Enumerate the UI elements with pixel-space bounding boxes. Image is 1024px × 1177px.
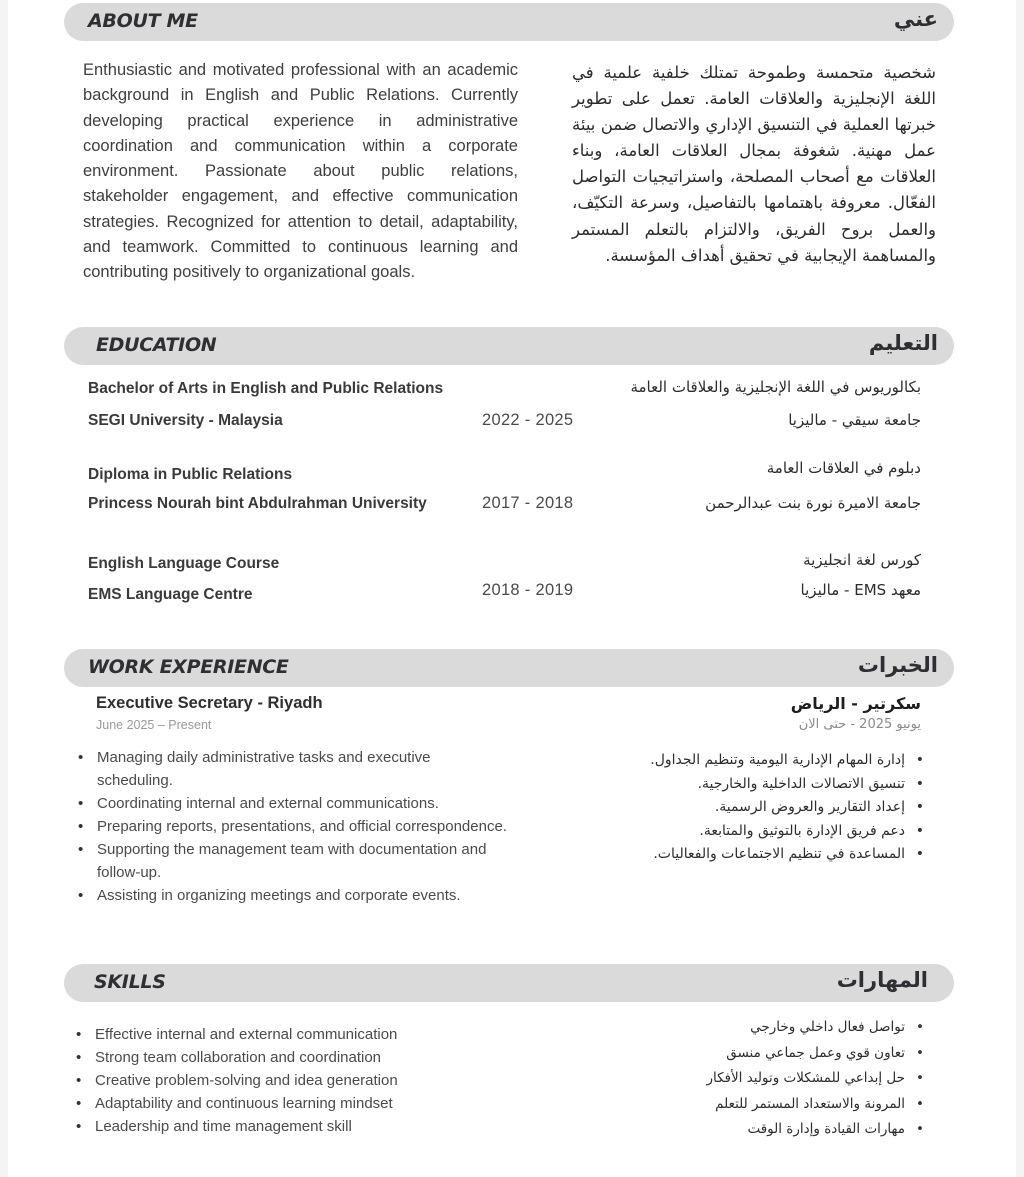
list-item: • Assisting in organizing meetings and corporate events.: [78, 884, 508, 907]
institution-ar: معهد EMS - ماليزيا: [800, 581, 921, 599]
duties-list-en: [78, 746, 508, 907]
list-item: • Strong team collaboration and coordination: [76, 1046, 506, 1069]
work-section-header: [64, 649, 954, 687]
list-item: • المساعدة في تنظيم الاجتماعات والفعاليات.: [604, 843, 924, 867]
list-item: • مهارات القيادة وإدارة الوقت: [604, 1117, 924, 1143]
institution-ar: جامعة الاميرة نورة بنت عبدالرحمن: [705, 494, 921, 512]
list-item: • حل إبداعي للمشكلات وتوليد الأفكار: [604, 1066, 924, 1092]
about-heading-ar: عني: [893, 7, 938, 31]
skills-list-ar: [604, 1015, 924, 1143]
list-item: • Effective internal and external communication: [76, 1023, 506, 1046]
education-dates: 2018 - 2019: [482, 581, 574, 599]
list-item: • تواصل فعال داخلي وخارجي: [604, 1015, 924, 1041]
education-dates: 2022 - 2025: [482, 411, 574, 429]
list-item: • Coordinating internal and external communications.: [78, 792, 508, 815]
list-item: • تعاون قوي وعمل جماعي منسق: [604, 1041, 924, 1067]
work-heading-ar: الخبرات: [857, 653, 938, 677]
list-item: • Preparing reports, presentations, and official correspondence.: [78, 815, 508, 838]
list-item: • إعداد التقارير والعروض الرسمية.: [604, 796, 924, 820]
job-title-en: Executive Secretary - Riyadh: [96, 694, 323, 712]
list-item: • Managing daily administrative tasks and executive scheduling.: [78, 746, 508, 792]
job-title-ar: سكرتير - الرياض: [790, 694, 921, 713]
list-item: • Leadership and time management skill: [76, 1115, 506, 1138]
duties-list-ar: [604, 749, 924, 867]
institution-en: SEGI University - Malaysia: [88, 412, 283, 429]
degree-en: Diploma in Public Relations: [88, 466, 293, 483]
education-section-header: [64, 327, 954, 365]
about-text-ar: شخصية متحمسة وطموحة تمتلك خلفية علمية في اللغة الإنجليزية والعلاقات العامة. تعمل على تطوير خبرتها العملية في التنسيق الإداري والاتصال ضمن بيئة عمل مهنية. شغوفة بمجال العلاقات العامة، وبناء العلاقات مع أصحاب المصلحة، واستراتيجيات التواصل الفعّال. معروفة باهتمامها بالتفاصيل، وسرعة التكيّف، والعمل بروح الفريق، والالتزام بالتعلم المستمر والمساهمة الإيجابية في تحقيق أهداف المؤسسة.: [572, 63, 936, 265]
about-text-en: Enthusiastic and motivated professional with an academic background in English and Public Relations. Currently developing practical experience in administrative coordination and communication within a corporate environment. Passionate about public relations, stakeholder engagement, and effective communication strategies. Recognized for attention to detail, adaptability, and teamwork. Committed to continuous learning and contributing positively to organizational goals.: [83, 61, 518, 282]
education-dates: 2017 - 2018: [482, 494, 574, 512]
skills-heading-ar: المهارات: [836, 968, 928, 992]
list-item: • المرونة والاستعداد المستمر للتعلم: [604, 1092, 924, 1118]
list-item: • Supporting the management team with documentation and follow-up.: [78, 838, 508, 884]
education-heading-ar: التعليم: [868, 331, 938, 355]
skills-section-header: [64, 964, 954, 1002]
degree-en: English Language Course: [88, 555, 280, 572]
skills-list-en: [76, 1023, 506, 1138]
work-heading-en: WORK EXPERIENCE: [88, 656, 289, 678]
institution-en: EMS Language Centre: [88, 586, 253, 603]
list-item: • تنسيق الاتصالات الداخلية والخارجية.: [604, 773, 924, 797]
degree-en: Bachelor of Arts in English and Public Relations: [88, 380, 444, 397]
job-date-en: June 2025 – Present: [96, 718, 212, 732]
list-item: • Adaptability and continuous learning mindset: [76, 1092, 506, 1115]
skills-heading-en: SKILLS: [94, 971, 166, 993]
about-heading-en: ABOUT ME: [88, 10, 198, 32]
degree-ar: دبلوم في العلاقات العامة: [766, 459, 921, 477]
list-item: • إدارة المهام الإدارية اليومية وتنظيم الجداول.: [604, 749, 924, 773]
education-heading-en: EDUCATION: [96, 334, 217, 356]
institution-ar: جامعة سيقي - ماليزيا: [788, 411, 921, 429]
degree-ar: كورس لغة انجليزية: [803, 551, 921, 569]
about-section-header: [64, 3, 954, 41]
list-item: • Creative problem-solving and idea generation: [76, 1069, 506, 1092]
list-item: • دعم فريق الإدارة بالتوثيق والمتابعة.: [604, 820, 924, 844]
job-date-ar: يونيو 2025 - حتى الان: [798, 717, 921, 732]
degree-ar: بكالوريوس في اللغة الإنجليزية والعلاقات العامة: [630, 378, 921, 396]
institution-en: Princess Nourah bint Abdulrahman University: [88, 495, 427, 512]
